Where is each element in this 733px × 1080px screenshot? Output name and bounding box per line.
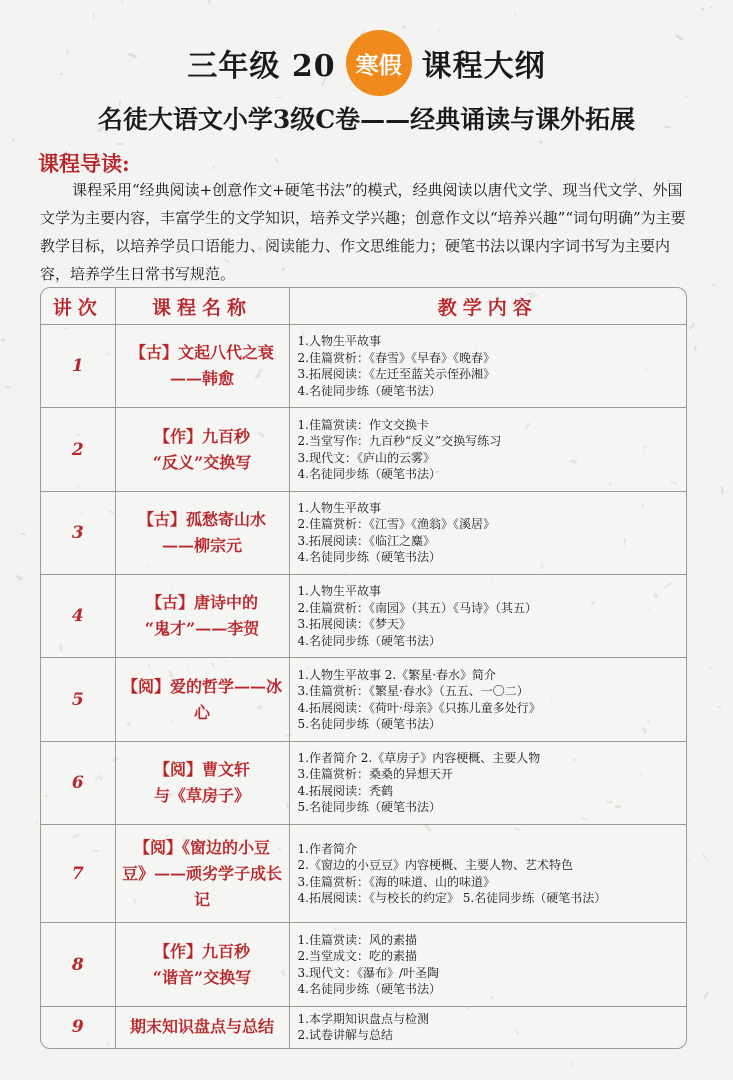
course-name-line: 与《草房子》: [153, 785, 250, 805]
paper-speck: [1, 338, 5, 341]
paper-speck: [700, 7, 705, 12]
content-item: 4.名徒同步练（硬笔书法）: [297, 467, 441, 482]
course-name: [115, 491, 289, 574]
intro-text: 课程采用“经典阅读+创意作文+硬笔书法”的模式，经典阅读以唐代文学、现当代文学、外国文学为主要内容，丰富学生的文学知识，培养文学兴趣；创意作文以“培养兴趣”“词句明确”为主要教学目标，以培养学员口语能力、阅读能力、作文思维能力；硬笔书法以课内字词书写为主要内容，培养学生日常书写规范。: [40, 181, 686, 283]
header-lecture: 讲次: [41, 288, 115, 325]
course-name-line: 【作】九百秒: [153, 941, 250, 961]
course-name: [115, 325, 289, 408]
table-row: [41, 491, 686, 574]
paper-speck: [10, 138, 14, 142]
title-left: 三年级 20: [187, 49, 336, 84]
table-row: [41, 325, 686, 408]
paper-speck: [538, 141, 543, 145]
course-name-line: “谐音”交换写: [152, 967, 252, 987]
content-item: 1.人物生平故事: [297, 500, 381, 515]
teaching-content: [289, 923, 686, 1006]
course-name-line: ——韩愈: [169, 369, 234, 389]
page-subtitle: 名徒大语文小学3级C卷——经典诵读与课外拓展: [97, 105, 636, 134]
table-row: [41, 658, 686, 741]
course-name-line: 【作】九百秒: [153, 426, 250, 446]
content-item: 4.名徒同步练（硬笔书法）: [297, 633, 441, 648]
content-item: 2.当堂成文：吃的素描: [297, 949, 417, 964]
content-item: 3.佳篇赏析：桑桑的异想天开: [297, 767, 453, 782]
paper-speck: [93, 13, 95, 21]
content-item: 5.名徒同步练（硬笔书法）: [297, 800, 441, 815]
content-item: 2.当堂写作：九百秒“反义”交换写练习: [297, 434, 502, 449]
teaching-content: [289, 325, 686, 408]
teaching-content: [289, 741, 686, 824]
paper-speck: [694, 347, 697, 352]
course-name: [115, 575, 289, 658]
course-name: [115, 741, 289, 824]
teaching-content: [289, 575, 686, 658]
paper-speck: [713, 283, 716, 286]
table-row: [41, 923, 686, 1006]
content-item: 1.佳篇赏读：风的素描: [297, 932, 417, 947]
header-course-name: 课程名称: [115, 288, 289, 325]
paper-speck: [702, 853, 708, 861]
paper-speck: [571, 1062, 573, 1065]
content-item: 4.拓展阅读：《荷叶·母亲》《只拣儿童多处行》: [297, 700, 541, 715]
intro-heading: 课程导读:: [38, 151, 130, 176]
course-name-line: “反义”交换写: [152, 452, 252, 472]
course-name-line: 【阅】爱的哲学——冰心: [121, 676, 282, 722]
table-row: [41, 408, 686, 491]
paper-speck: [718, 706, 722, 710]
content-item: 3.拓展阅读：《梦天》: [297, 617, 411, 632]
content-item: 3.现代文：《庐山的云雾》: [297, 450, 435, 465]
syllabus-table: [40, 287, 687, 1049]
course-name-line: 【古】唐诗中的: [145, 593, 258, 613]
course-name-line: 豆》——顽劣学子成长记: [121, 863, 282, 909]
paper-speck: [5, 385, 11, 388]
lecture-number: 2: [41, 408, 115, 491]
content-item: 4.名徒同步练（硬笔书法）: [297, 982, 441, 997]
lecture-number: 5: [41, 658, 115, 741]
content-item: 2.试卷讲解与总结: [297, 1028, 393, 1043]
content-item: 1.本学期知识盘点与检测: [297, 1011, 429, 1026]
content-item: 4.名徒同步练（硬笔书法）: [297, 383, 441, 398]
course-name: [115, 1006, 289, 1048]
content-item: 4.名徒同步练（硬笔书法）: [297, 550, 441, 565]
content-item: 4.拓展阅读：秃鹤: [297, 783, 393, 798]
course-name-line: ——柳宗元: [161, 535, 242, 555]
content-item: 1.作者简介: [297, 841, 357, 856]
content-item: 3.现代文：《瀑布》/叶圣陶: [297, 965, 439, 980]
table-header-row: [41, 288, 686, 325]
content-item: 2.佳篇赏析：《江雪》《渔翁》《溪居》: [297, 517, 495, 532]
table-row: [41, 575, 686, 658]
paper-speck: [513, 13, 516, 17]
teaching-content: [289, 658, 686, 741]
paper-speck: [689, 323, 696, 331]
course-name-line: 【阅】曹文轩: [153, 759, 250, 779]
content-item: 2.佳篇赏析：《春雪》《早春》《晚春》: [297, 350, 495, 365]
paper-speck: [703, 991, 709, 999]
lecture-number: 9: [41, 1006, 115, 1048]
course-name-line: 【古】文起八代之衰: [129, 343, 274, 363]
content-item: 2.佳篇赏析：《南园》（其五）《马诗》（其五）: [297, 600, 537, 615]
course-name-line: 【阅】《窗边的小豆: [133, 837, 270, 857]
header-teaching-content: 教学内容: [289, 288, 686, 325]
course-name: [115, 408, 289, 491]
table-row: [41, 825, 686, 923]
paper-speck: [116, 143, 124, 145]
teaching-content: [289, 1006, 686, 1048]
content-item: 1.人物生平故事: [297, 584, 381, 599]
content-item: 1.人物生平故事: [297, 334, 381, 349]
page-title: [0, 28, 733, 98]
paper-speck: [21, 533, 26, 535]
course-name: [115, 825, 289, 923]
course-name-line: 【古】孤愁寄山水: [137, 509, 266, 529]
paper-speck: [121, 0, 124, 5]
content-item: 3.佳篇赏析：《海的味道、山的味道》: [297, 874, 495, 889]
teaching-content: [289, 491, 686, 574]
lecture-number: 1: [41, 325, 115, 408]
paper-speck: [710, 5, 713, 7]
paper-speck: [212, 166, 215, 169]
paper-speck: [68, 143, 71, 146]
lecture-number: 8: [41, 923, 115, 1006]
paper-speck: [709, 667, 713, 669]
lecture-number: 3: [41, 491, 115, 574]
content-item: 4.拓展阅读：《与校长的约定》 5.名徒同步练（硬笔书法）: [297, 891, 607, 906]
content-item: 3.佳篇赏析：《繁星·春水》（五五、一〇二）: [297, 684, 529, 699]
course-name: [115, 658, 289, 741]
course-name: [115, 923, 289, 1006]
content-item: 3.拓展阅读：《临江之麋》: [297, 533, 435, 548]
teaching-content: [289, 408, 686, 491]
table-row: [41, 1006, 686, 1048]
course-name-line: 期末知识盘点与总结: [129, 1017, 274, 1037]
paper-speck: [15, 574, 23, 580]
paper-speck: [474, 8, 476, 11]
teaching-content: [289, 825, 686, 923]
content-item: 1.佳篇赏读：作文交换卡: [297, 417, 429, 432]
paper-speck: [721, 486, 724, 494]
lecture-number: 4: [41, 575, 115, 658]
lecture-number: 7: [41, 825, 115, 923]
content-item: 1.人物生平故事 2.《繁星·春水》简介: [297, 667, 497, 682]
content-item: 5.名徒同步练（硬笔书法）: [297, 717, 441, 732]
season-badge: 寒假: [346, 30, 412, 96]
content-item: 1.作者简介 2.《草房子》内容梗概、主要人物: [297, 750, 541, 765]
title-right: 课程大纲: [421, 49, 546, 84]
content-item: 3.拓展阅读：《左迁至蓝关示侄孙湘》: [297, 367, 495, 382]
table-row: [41, 741, 686, 824]
paper-speck: [35, 820, 37, 826]
content-item: 2.《窗边的小豆豆》内容梗概、主要人物、艺术特色: [297, 858, 573, 873]
lecture-number: 6: [41, 741, 115, 824]
course-name-line: “鬼才”——李贺: [144, 619, 260, 639]
paper-speck: [206, 0, 211, 4]
paper-speck: [274, 158, 278, 162]
paper-speck: [724, 15, 726, 17]
